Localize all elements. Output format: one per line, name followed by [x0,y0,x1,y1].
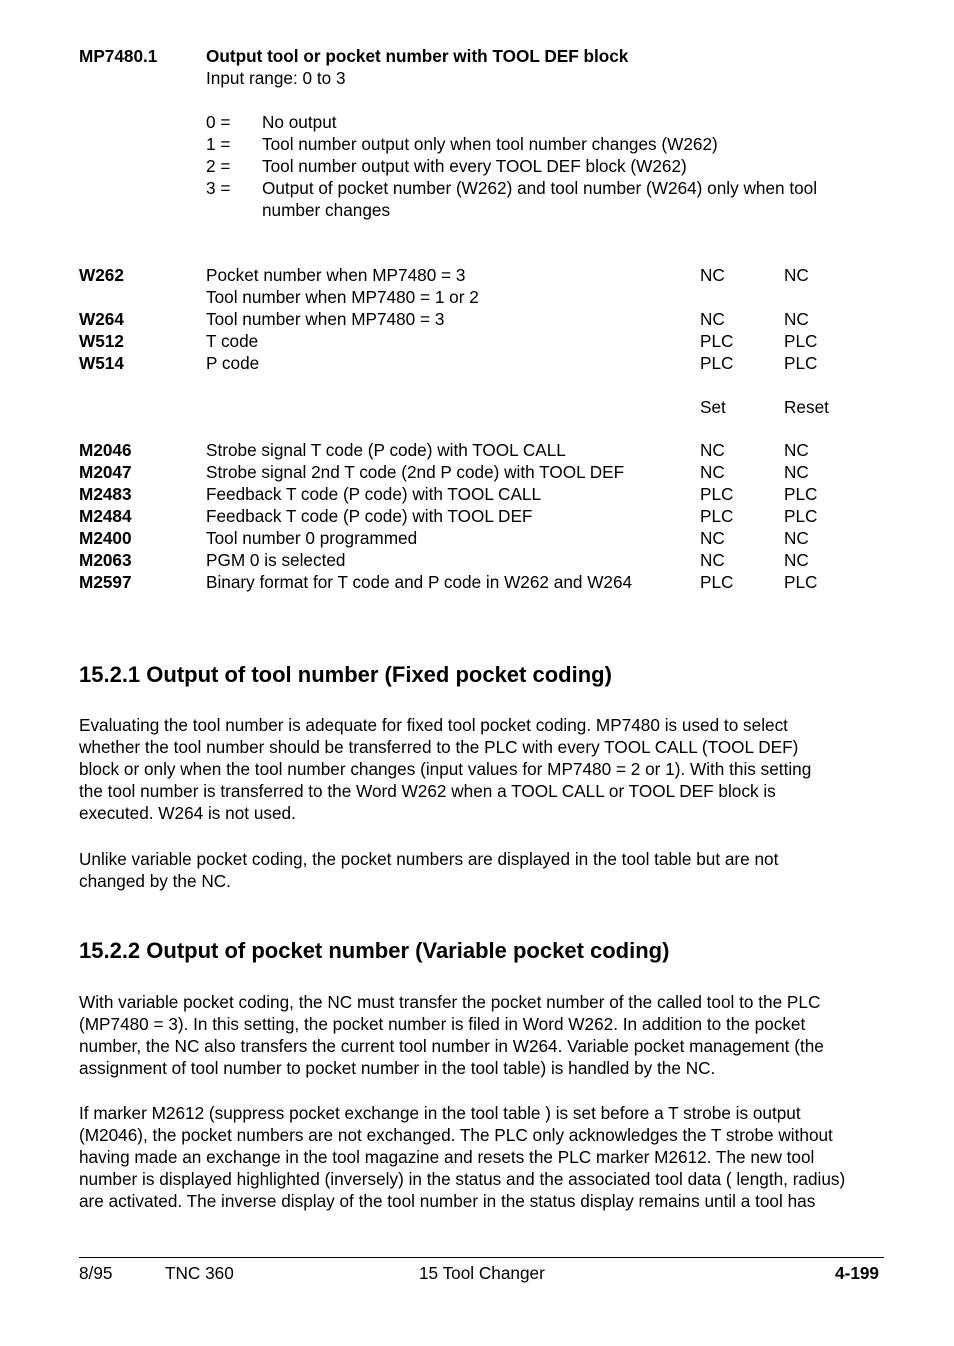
marker-desc: Strobe signal T code (P code) with TOOL CALL [206,440,566,460]
footer-model: TNC 360 [165,1263,234,1283]
word-reset: NC [784,309,809,329]
parameter-range: Input range: 0 to 3 [206,68,346,88]
reset-column-header: Reset [784,397,829,417]
option-key: 1 = [206,134,231,154]
paragraph-line: changed by the NC. [79,871,231,891]
word-set: NC [700,265,725,285]
word-desc: P code [206,353,260,373]
paragraph-line: Evaluating the tool number is adequate for fixed tool pocket coding. MP7480 is used to select [79,715,788,735]
marker-reset: PLC [784,572,818,592]
option-value: No output [262,112,337,132]
paragraph-line: executed. W264 is not used. [79,803,296,823]
section-heading: 15.2.1 Output of tool number (Fixed pocket coding) [79,662,612,687]
section-heading: 15.2.2 Output of pocket number (Variable pocket coding) [79,938,670,963]
set-column-header: Set [700,397,726,417]
word-reset: NC [784,265,809,285]
option-value: Tool number output with every TOOL DEF block (W262) [262,156,687,176]
footer-date: 8/95 [79,1263,113,1283]
paragraph-line: number, the NC also transfers the current tool number in W264. Variable pocket management (the [79,1036,824,1056]
option-value: Output of pocket number (W262) and tool number (W264) only when tool [262,178,818,198]
paragraph [79,714,879,824]
marker-set: NC [700,462,725,482]
marker-desc: Feedback T code (P code) with TOOL DEF [206,506,533,526]
marker-reset: NC [784,528,809,548]
option-value: Tool number output only when tool number changes (W262) [262,134,718,154]
word-set: PLC [700,353,734,373]
word-desc: Tool number when MP7480 = 1 or 2 [206,287,479,307]
paragraph-line: (MP7480 = 3). In this setting, the pocket number is filed in Word W262. In addition to the pocket [79,1014,806,1034]
word-set: PLC [700,331,734,351]
marker-desc: Tool number 0 programmed [206,528,418,548]
marker-desc: Feedback T code (P code) with TOOL CALL [206,484,542,504]
marker-reset: NC [784,462,809,482]
footer-chapter: 15 Tool Changer [419,1263,545,1283]
marker-code: M2400 [79,528,132,548]
word-code: W514 [79,353,124,373]
marker-reset: PLC [784,506,818,526]
marker-reset: NC [784,440,809,460]
paragraph-line: the tool number is transferred to the Word W262 when a TOOL CALL or TOOL DEF block is [79,781,776,801]
word-desc: Pocket number when MP7480 = 3 [206,265,466,285]
marker-set: NC [700,440,725,460]
paragraph-line: having made an exchange in the tool magazine and resets the PLC marker M2612. The new tool [79,1147,815,1167]
paragraph-line: are activated. The inverse display of the tool number in the status display remains until a tool has [79,1191,816,1211]
word-code: W262 [79,265,124,285]
marker-code: M2063 [79,550,132,570]
marker-set: NC [700,550,725,570]
marker-code: M2047 [79,462,132,482]
paragraph-line: Unlike variable pocket coding, the pocket numbers are displayed in the tool table but are not [79,849,779,869]
option-value-continued: number changes [262,200,391,220]
marker-code: M2483 [79,484,132,504]
marker-set: PLC [700,484,734,504]
marker-reset: PLC [784,484,818,504]
paragraph-line: whether the tool number should be transferred to the PLC with every TOOL CALL (TOOL DEF) [79,737,799,757]
paragraph [79,848,879,892]
parameter-code: MP7480.1 [79,46,158,66]
word-desc: Tool number when MP7480 = 3 [206,309,445,329]
paragraph-line: assignment of tool number to pocket number in the tool table) is handled by the NC. [79,1058,716,1078]
word-desc: T code [206,331,259,351]
word-reset: PLC [784,331,818,351]
footer-page-number: 4-199 [835,1263,879,1283]
word-set: NC [700,309,725,329]
footer-rule [79,1257,884,1258]
word-code: W512 [79,331,124,351]
paragraph-line: block or only when the tool number changes (input values for MP7480 = 2 or 1). With this setting [79,759,812,779]
option-key: 2 = [206,156,231,176]
marker-set: PLC [700,506,734,526]
option-key: 3 = [206,178,231,198]
marker-code: M2597 [79,572,132,592]
paragraph-line: With variable pocket coding, the NC must transfer the pocket number of the called tool to the PLC [79,992,821,1012]
marker-code: M2484 [79,506,132,526]
marker-reset: NC [784,550,809,570]
paragraph [79,991,879,1079]
marker-desc: Binary format for T code and P code in W262 and W264 [206,572,633,592]
marker-desc: PGM 0 is selected [206,550,346,570]
word-code: W264 [79,309,124,329]
option-key: 0 = [206,112,231,132]
marker-code: M2046 [79,440,132,460]
marker-desc: Strobe signal 2nd T code (2nd P code) with TOOL DEF [206,462,625,482]
paragraph-line: number is displayed highlighted (inversely) in the status and the associated tool data ( length, radius) [79,1169,846,1189]
paragraph-line: (M2046), the pocket numbers are not exchanged. The PLC only acknowledges the T strobe without [79,1125,833,1145]
paragraph [79,1102,879,1212]
parameter-title: Output tool or pocket number with TOOL DEF block [206,46,629,66]
paragraph-line: If marker M2612 (suppress pocket exchange in the tool table ) is set before a T strobe is output [79,1103,801,1123]
marker-set: PLC [700,572,734,592]
marker-set: NC [700,528,725,548]
word-reset: PLC [784,353,818,373]
